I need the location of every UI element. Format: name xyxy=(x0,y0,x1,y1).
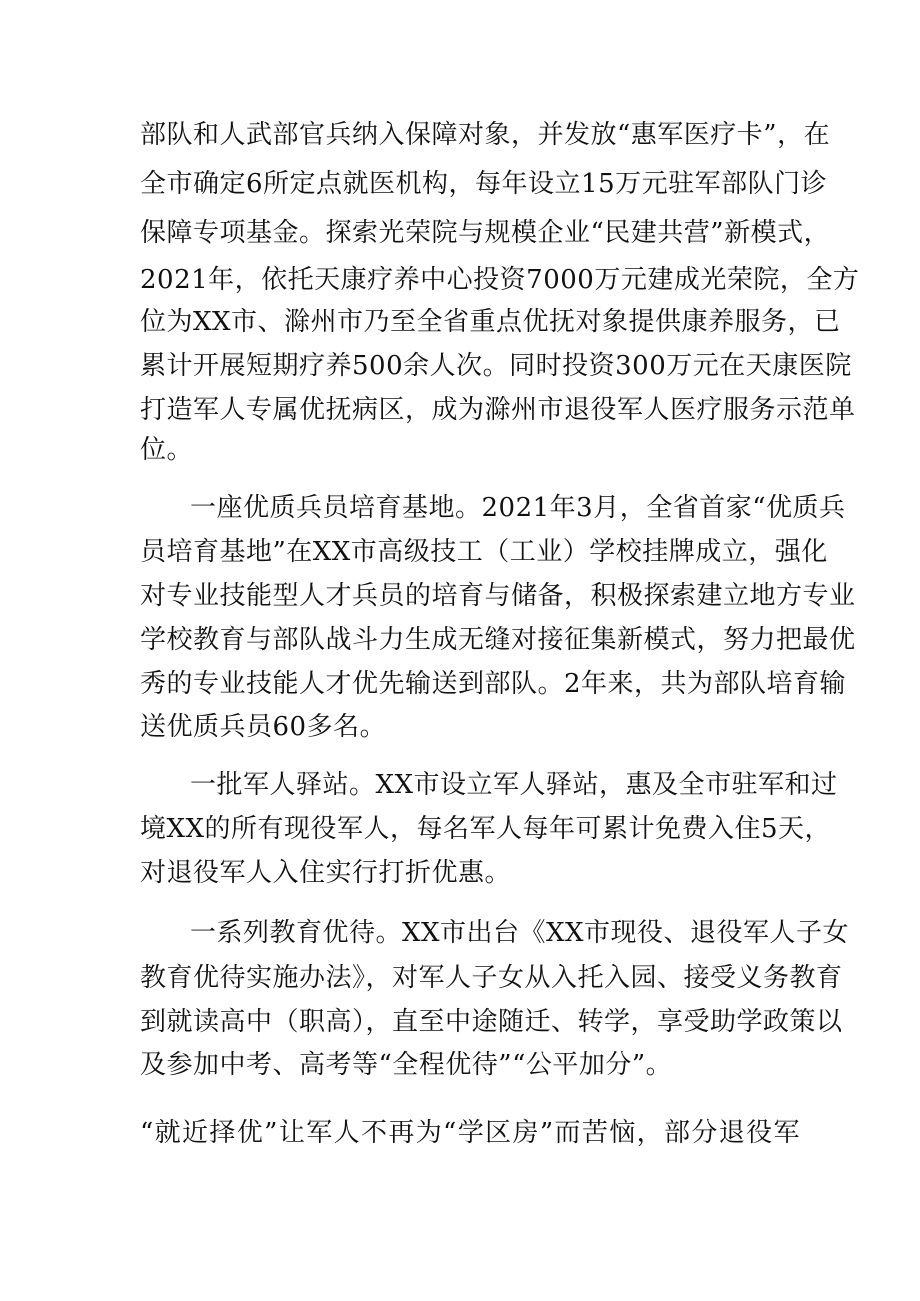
text-line: 2021年，依托天康疗养中心投资7000万元建成光荣院，全方 xyxy=(140,265,860,295)
text-line: 境XX的所有现役军人，每名军人每年可累计免费入住5天， xyxy=(140,814,832,844)
text-line: “就近择优”让军人不再为“学区房”而苦恼，部分退役军 xyxy=(140,1118,800,1148)
text-line: 送优质兵员60多名。 xyxy=(140,712,387,742)
text-line: 及参加中考、高考等“全程优待”“公平加分”。 xyxy=(140,1050,673,1080)
text-line: 教育优待实施办法》，对军人子女从入托入园、接受义务教育 xyxy=(140,963,843,993)
text-line: 一座优质兵员培育基地。2021年3月，全省首家“优质兵 xyxy=(190,493,846,523)
text-line: 一系列教育优待。XX市出台《XX市现役、退役军人子女 xyxy=(190,918,850,948)
text-line: 位为XX市、滁州市乃至全省重点优抚对象提供康养服务，已 xyxy=(140,307,841,337)
text-line: 全市确定6所定点就医机构，每年设立15万元驻军部队门诊 xyxy=(140,169,828,199)
text-line: 到就读高中（职高），直至中途随迁、转学，享受助学政策以 xyxy=(140,1007,843,1037)
text-line: 打造军人专属优抚病区，成为滁州市退役军人医疗服务示范单 xyxy=(140,395,856,425)
text-line: 保障专项基金。探索光荣院与规模企业“民建共营”新模式， xyxy=(140,218,831,248)
text-line: 位。 xyxy=(140,435,194,465)
text-line: 一批军人驿站。XX市设立军人驿站，惠及全市驻军和过 xyxy=(190,770,838,800)
text-line: 学校教育与部队战斗力生成无缝对接征集新模式，努力把最优 xyxy=(140,625,856,655)
text-line: 部队和人武部官兵纳入保障对象，并发放“惠军医疗卡”，在 xyxy=(140,120,831,150)
text-line: 员培育基地”在XX市高级技工（工业）学校挂牌成立，强化 xyxy=(140,537,828,567)
text-line: 对退役军人入住实行打折优惠。 xyxy=(140,858,512,888)
text-line: 对专业技能型人才兵员的培育与储备，积极探索建立地方专业 xyxy=(140,581,856,611)
text-line: 秀的专业技能人才优先输送到部队。2年来，共为部队培育输 xyxy=(140,669,847,699)
text-line: 累计开展短期疗养500余人次。同时投资300万元在天康医院 xyxy=(140,351,852,381)
